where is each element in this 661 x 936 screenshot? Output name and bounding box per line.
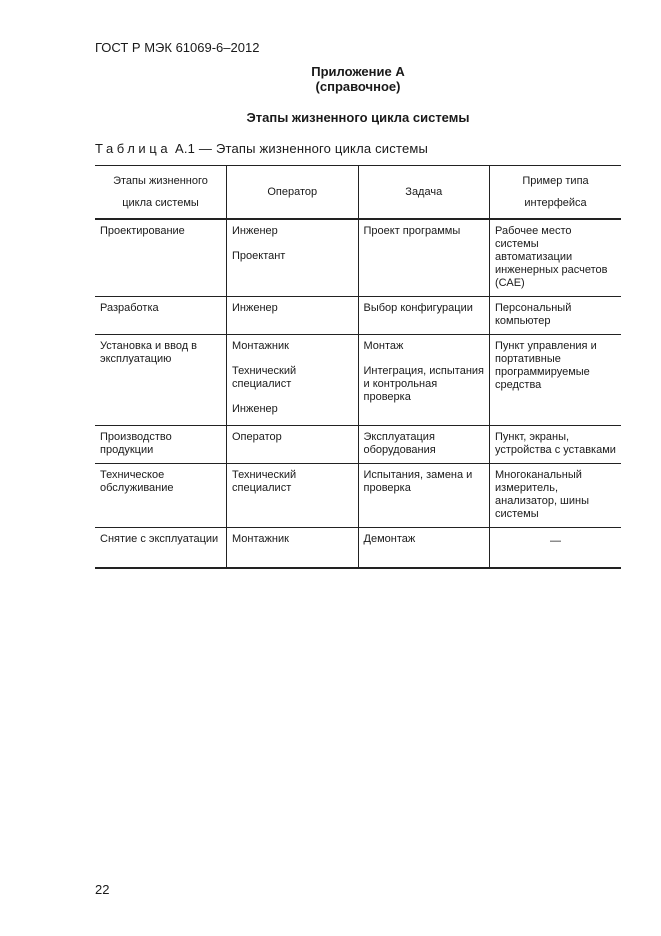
task-line: Проект программы bbox=[363, 225, 461, 237]
cell-stage: Снятие с эксплуатации bbox=[95, 528, 227, 568]
empty-dash: — bbox=[550, 535, 561, 547]
cell-task bbox=[358, 464, 490, 528]
task-line: Монтаж bbox=[363, 340, 404, 352]
document-standard-header: ГОСТ Р МЭК 61069-6–2012 bbox=[95, 40, 260, 55]
task-line: Демонтаж bbox=[363, 533, 416, 545]
table-caption bbox=[95, 141, 428, 156]
cell-interface bbox=[490, 528, 622, 568]
task-line: Интеграция, испытания и контрольная проверка bbox=[363, 365, 484, 403]
section-title: Этапы жизненного цикла системы bbox=[246, 110, 470, 125]
table-row bbox=[95, 464, 621, 528]
page-number: 22 bbox=[95, 882, 110, 897]
table-caption-text: Этапы жизненного цикла системы bbox=[215, 141, 429, 156]
operator-line: Технический специалист bbox=[232, 469, 297, 494]
cell-task bbox=[358, 297, 490, 335]
header-task: Задача bbox=[358, 166, 490, 220]
cell-stage: Установка и ввод в эксплуатацию bbox=[95, 335, 227, 426]
table-row bbox=[95, 219, 621, 297]
cell-operator bbox=[227, 464, 359, 528]
task-line: Эксплуатация оборудования bbox=[363, 431, 436, 456]
task-line: Выбор конфигурации bbox=[363, 302, 473, 314]
cell-interface: Пункт, экраны, устройства с уставками bbox=[490, 426, 622, 464]
cell-interface: Многоканальный измеритель, анализатор, шины системы bbox=[490, 464, 622, 528]
table-row bbox=[95, 297, 621, 335]
table-caption-number: А.1 bbox=[174, 141, 196, 156]
operator-line: Инженер bbox=[232, 302, 278, 314]
header-interface: Пример типа интерфейса bbox=[490, 166, 622, 220]
cell-task bbox=[358, 219, 490, 297]
cell-operator bbox=[227, 528, 359, 568]
cell-interface: Персональный компьютер bbox=[490, 297, 622, 335]
operator-line: Технический специалист bbox=[232, 365, 297, 390]
operator-line: Монтажник bbox=[232, 533, 289, 545]
table-header-row bbox=[95, 166, 621, 220]
cell-operator bbox=[227, 335, 359, 426]
table-row bbox=[95, 528, 621, 568]
appendix-heading bbox=[95, 64, 621, 94]
header-operator: Оператор bbox=[227, 166, 359, 220]
table-caption-dash: — bbox=[198, 141, 213, 156]
cell-stage: Разработка bbox=[95, 297, 227, 335]
appendix-title: Приложение А bbox=[311, 64, 405, 79]
operator-line: Инженер bbox=[232, 225, 278, 237]
header-stage: Этапы жизненного цикла системы bbox=[95, 166, 227, 220]
cell-operator bbox=[227, 219, 359, 297]
task-line: Испытания, замена и проверка bbox=[363, 469, 473, 494]
cell-operator bbox=[227, 297, 359, 335]
operator-line: Монтажник bbox=[232, 340, 289, 352]
cell-task bbox=[358, 335, 490, 426]
cell-stage: Производство продукции bbox=[95, 426, 227, 464]
cell-operator bbox=[227, 426, 359, 464]
operator-line: Проектант bbox=[232, 250, 286, 262]
table-row bbox=[95, 426, 621, 464]
cell-stage: Проектирование bbox=[95, 219, 227, 297]
operator-line: Оператор bbox=[232, 431, 282, 443]
cell-interface: Пункт управления и портативные программируемые средства bbox=[490, 335, 622, 426]
cell-task bbox=[358, 426, 490, 464]
cell-interface: Рабочее место системы автоматизации инженерных расчетов (САЕ) bbox=[490, 219, 622, 297]
cell-task bbox=[358, 528, 490, 568]
operator-line: Инженер bbox=[232, 403, 278, 415]
appendix-subtitle: (справочное) bbox=[315, 79, 401, 94]
table-caption-prefix: Таблица bbox=[95, 141, 172, 156]
lifecycle-table bbox=[95, 165, 621, 569]
cell-stage: Техническое обслуживание bbox=[95, 464, 227, 528]
table-row bbox=[95, 335, 621, 426]
